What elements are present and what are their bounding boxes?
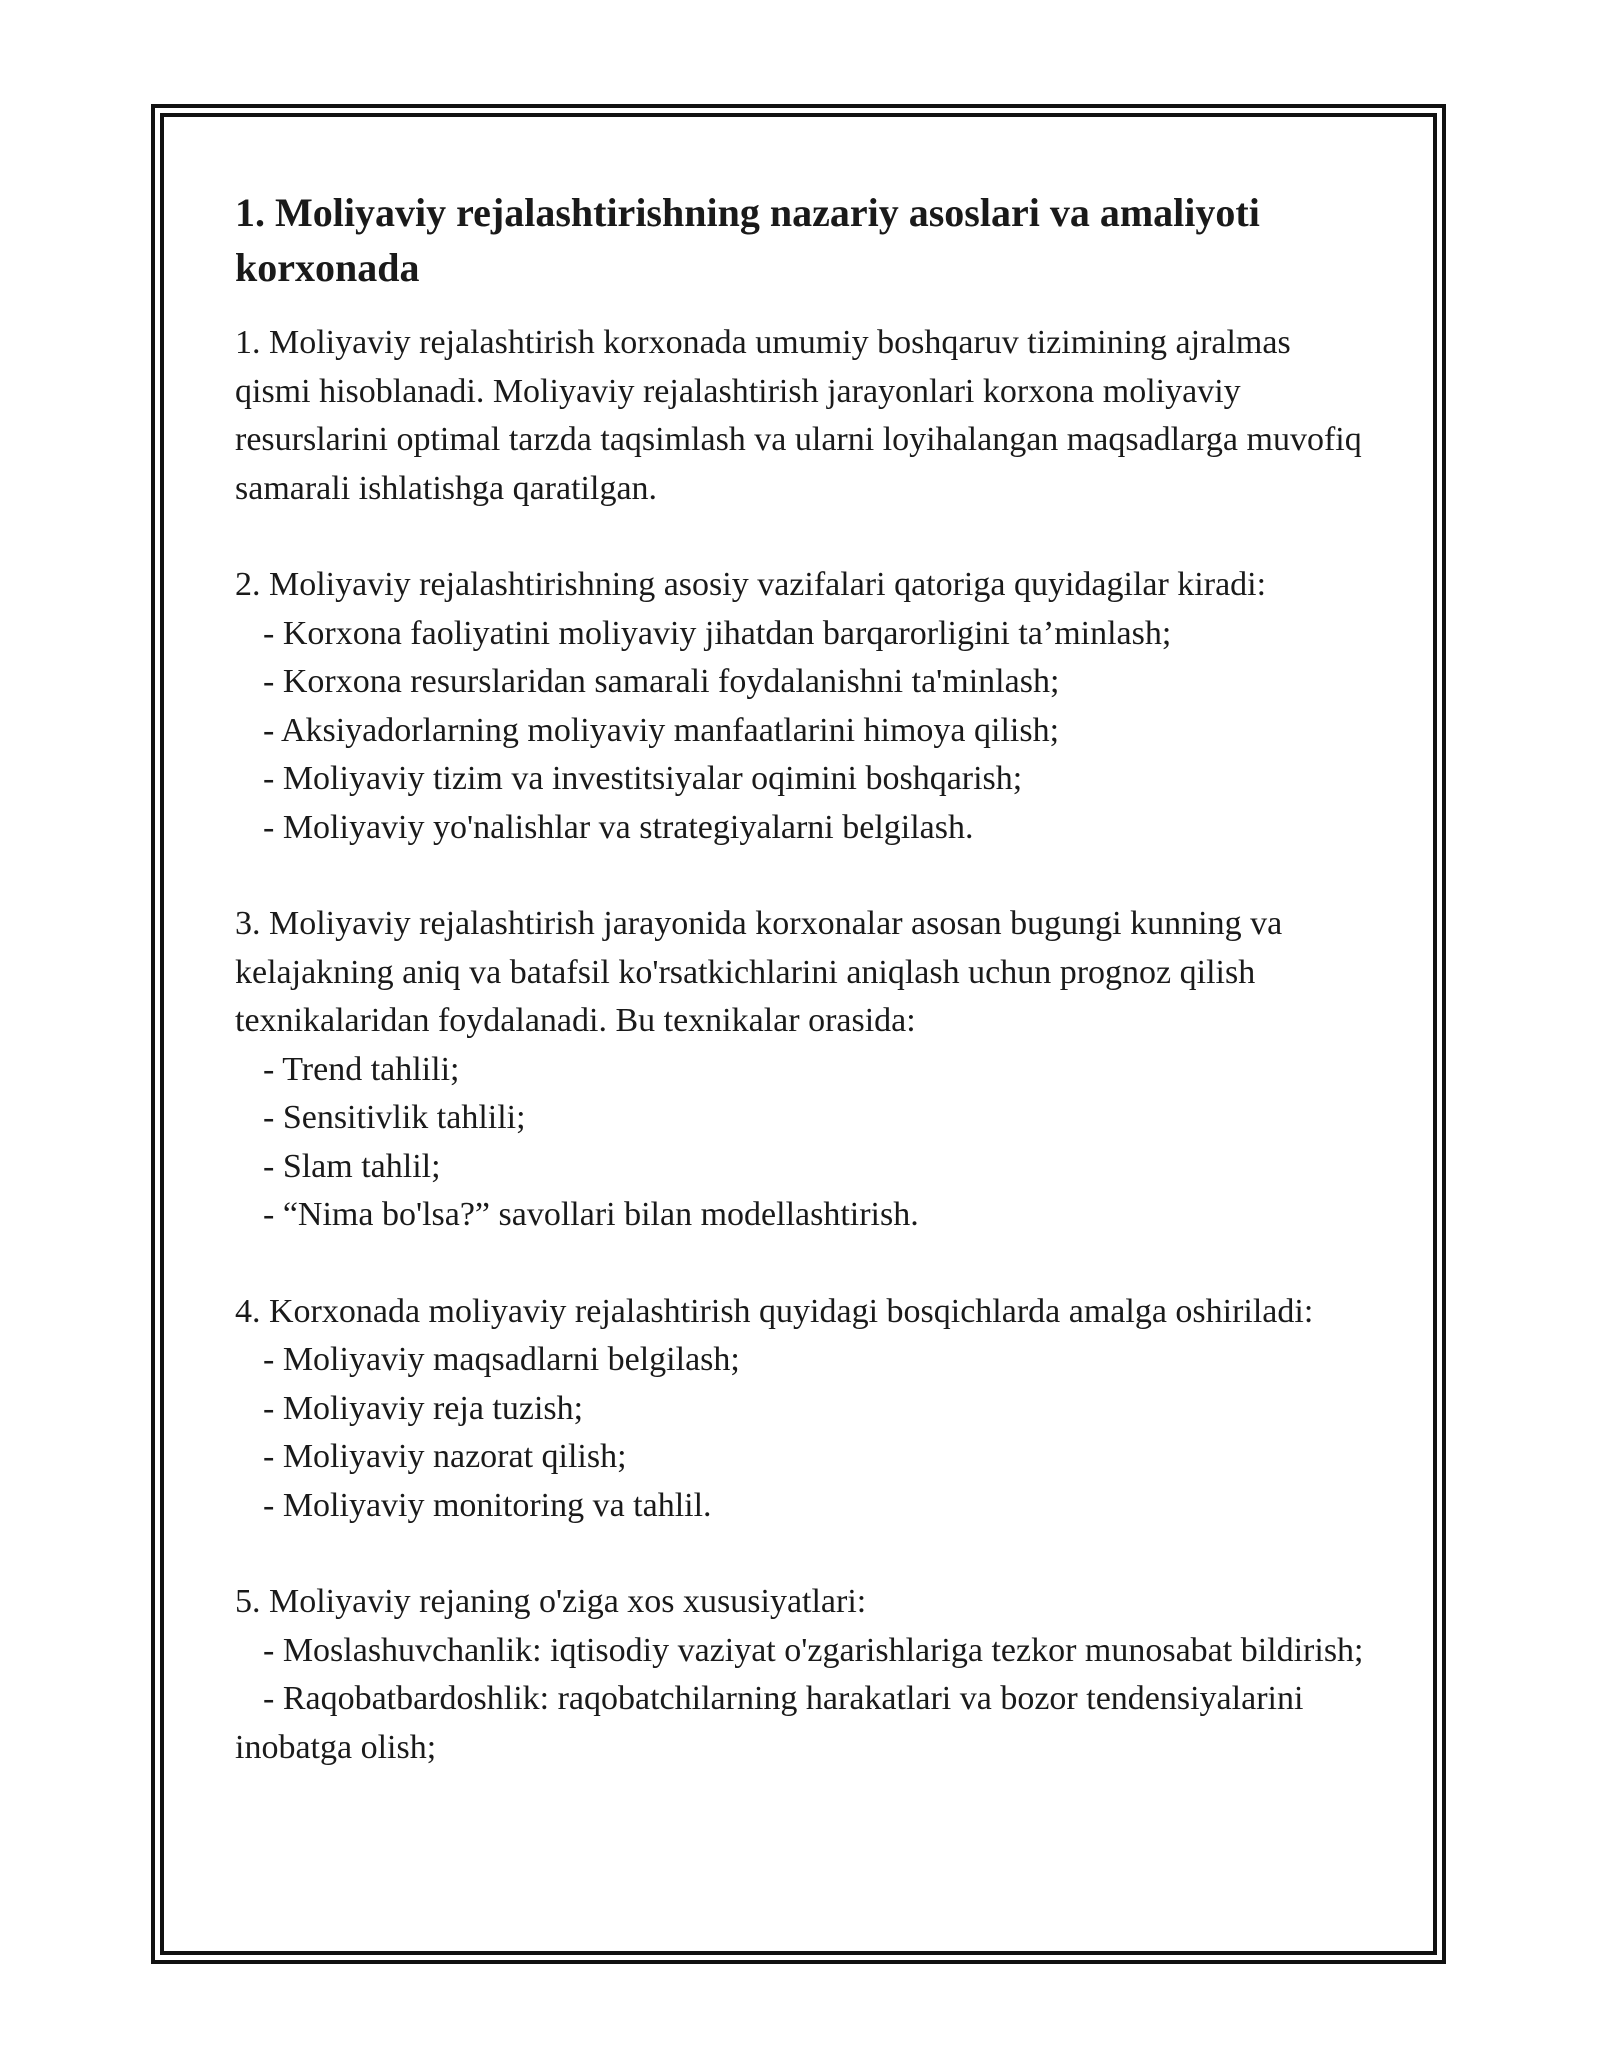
section-3-item: - Trend tahlili; <box>263 1050 460 1088</box>
section-5-item <box>235 1675 1370 1772</box>
section-4-item: - Moliyaviy reja tuzish; <box>263 1389 584 1427</box>
section-5-item-text: - Raqobatbardoshlik: raqobatchilarning harakatlari va bozor tendensiyalarini inobatga olish; <box>235 1680 1304 1766</box>
document-body <box>235 185 1370 1820</box>
section-5-item-text: - Moslashuvchanlik: iqtisodiy vaziyat o'zgarishlariga tezkor munosabat bildirish; <box>263 1631 1364 1669</box>
section-3-item: - Slam tahlil; <box>263 1147 441 1185</box>
section-5-item <box>235 1627 1370 1676</box>
section-2 <box>235 561 1370 852</box>
section-2-item: - Korxona resurslaridan samarali foydalanishni ta'minlash; <box>263 663 1060 700</box>
section-2-intro: 2. Moliyaviy rejalashtirishning asosiy vazifalari qatoriga quyidagilar kiradi: <box>235 566 1267 603</box>
section-4-item: - Moliyaviy monitoring va tahlil. <box>263 1486 712 1524</box>
section-3-intro: 3. Moliyaviy rejalashtirish jarayonida korxonalar asosan bugungi kunning va kelajakning aniq va batafsil ko'rsatkichlarini aniqlash uchun prognoz qilish texnikalaridan foydalanadi. Bu texnikalar orasida: <box>235 905 1283 1039</box>
section-2-item: - Moliyaviy yo'nalishlar va strategiyalarni belgilash. <box>263 808 974 846</box>
section-2-item: - Moliyaviy tizim va investitsiyalar oqimini boshqarish; <box>263 760 1023 797</box>
section-2-item: - Aksiyadorlarning moliyaviy manfaatlarini himoya qilish; <box>263 711 1060 749</box>
section-4-item: - Moliyaviy maqsadlarni belgilash; <box>263 1341 740 1378</box>
section-1 <box>235 319 1370 513</box>
section-4-item: - Moliyaviy nazorat qilish; <box>263 1438 627 1475</box>
section-3 <box>235 900 1370 1240</box>
section-1-text: 1. Moliyaviy rejalashtirish korxonada umumiy boshqaruv tizimining ajralmas qismi hisoblanadi. Moliyaviy rejalashtirish jarayonlari korxona moliyaviy resurslarini optimal tarzda taqsimlash va ularni loyihalangan maqsadlarga muvofiq samarali ishlatishga qaratilgan. <box>235 324 1362 507</box>
section-5-intro: 5. Moliyaviy rejaning o'ziga xos xususiyatlari: <box>235 1583 867 1620</box>
section-3-item: - Sensitivlik tahlili; <box>263 1099 526 1136</box>
section-5 <box>235 1578 1370 1772</box>
section-2-item: - Korxona faoliyatini moliyaviy jihatdan barqarorligini ta’minlash; <box>263 614 1172 652</box>
document-title: 1. Moliyaviy rejalashtirishning nazariy asoslari va amaliyoti korxonada <box>235 190 1260 290</box>
section-3-item: - “Nima bo'lsa?” savollari bilan modellashtirish. <box>263 1196 919 1233</box>
section-4-intro: 4. Korxonada moliyaviy rejalashtirish quyidagi bosqichlarda amalga oshiriladi: <box>235 1292 1314 1330</box>
section-4 <box>235 1288 1370 1531</box>
